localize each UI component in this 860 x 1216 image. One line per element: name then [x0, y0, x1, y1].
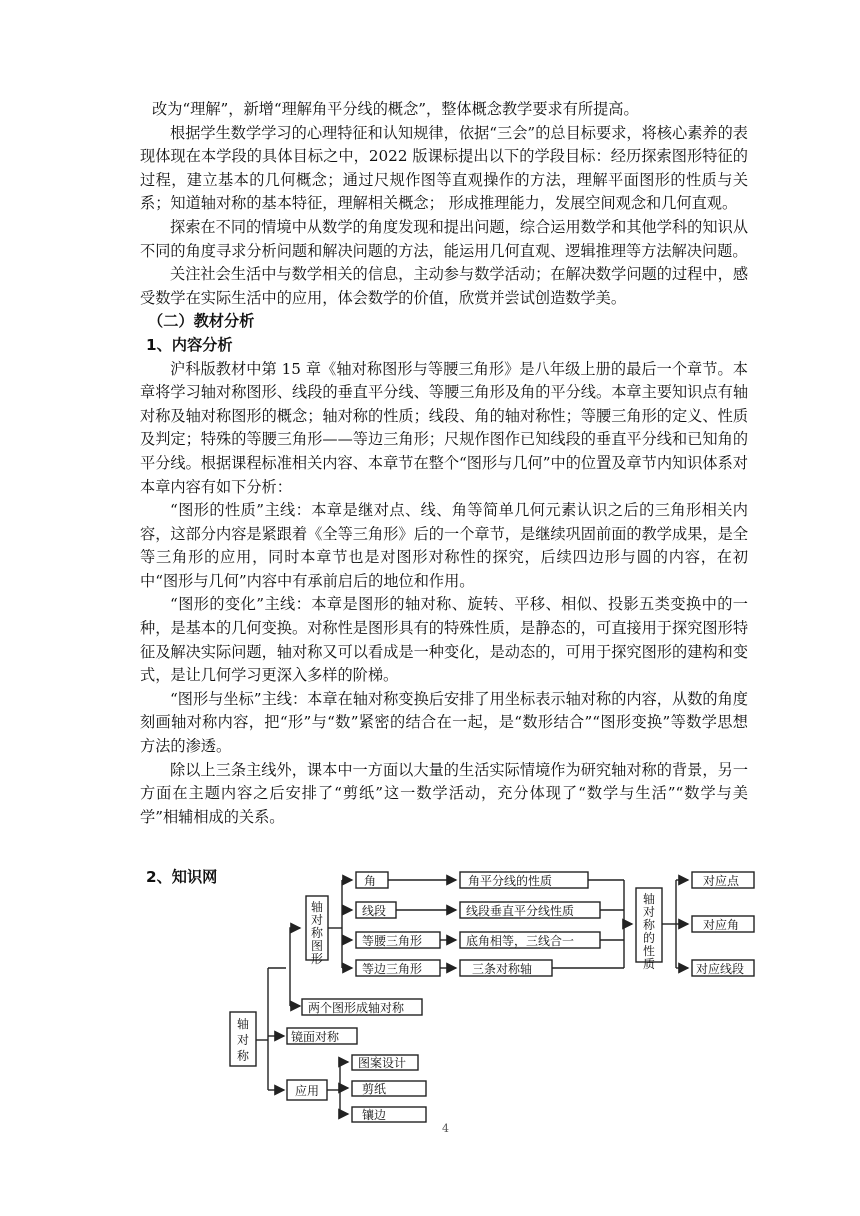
paragraph: “图形的性质”主线：本章是继对点、线、角等简单几何元素认识之后的三角形相关内容，这部分内容是紧跟着《全等三角形》后的一个章节，是继续巩固前面的教学成果，是全等三角形的应用，同时本章节也是对图形对称性的探究，后续四边形与圆的内容，在初中“图形与几何”内容中有承前启后的地位和作用。 — [140, 501, 748, 590]
paragraph: 改为“理解”，新增“理解角平分线的概念”，整体概念教学要求有所提高。 — [152, 100, 639, 118]
subsection-heading: 1、内容分析 — [146, 335, 233, 354]
arrow — [290, 928, 300, 968]
item-label: 角 — [364, 874, 377, 888]
paragraph: 除以上三条主线外，课本中一方面以大量的生活实际情境作为研究轴对称的背景，另一方面在主题内容之后安排了“剪纸”这一数学活动，充分体现了“数学与生活”“数学与美学”相辅相成的关系。 — [140, 760, 748, 826]
property-label: 底角相等，三线合一 — [466, 934, 575, 948]
paragraph: 关注社会生活中与数学相关的信息，主动参与数学活动；在解决数学问题的过程中，感受数学在实际生活中的应用，体会数学的价值，欣赏并尝试创造数学美。 — [140, 265, 748, 307]
result-label: 对应点 — [703, 874, 740, 888]
item-label: 等腰三角形 — [362, 934, 423, 948]
property-label: 角平分线的性质 — [468, 874, 553, 888]
app-label: 镶边 — [362, 1108, 387, 1122]
property-label: 三条对称轴 — [472, 962, 533, 976]
page-number: 4 — [442, 1122, 449, 1135]
section-heading: （二）教材分析 — [148, 312, 255, 331]
property-label: 线段垂直平分线性质 — [466, 904, 575, 918]
paragraph: 沪科版教材中第 15 章《轴对称图形与等腰三角形》是八年级上册的最后一个章节。本章将学习轴对称图形、线段的垂直平分线、等腰三角形及角的平分线。本章主要知识点有轴对称及轴对称图形的概念；轴对称的性质；线段、角的轴对称性；等腰三角形的定义、性质及判定；特殊的等腰三角形——等边三角形；尺规作图作已知线段的垂直平分线和已知角的平分线。根据课程标准相关内容、本章节在整个“图形与几何”中的位置及章节内知识体系对本章内容有如下分析： — [140, 359, 748, 496]
paragraph: 探索在不同的情境中从数学的角度发现和提出问题，综合运用数学和其他学科的知识从不同的角度寻求分析问题和解决问题的方法，能运用几何直观、逻辑推理等方法解决问题。 — [140, 217, 748, 260]
two-figures-label: 两个图形成轴对称 — [308, 1001, 405, 1015]
paragraph: “图形与坐标”主线：本章在轴对称变换后安排了用坐标表示轴对称的内容，从数的角度刻画轴对称内容，把“形”与“数”紧密的结合在一起，是“数形结合”“图形变换”等数学思想方法的渗透。 — [140, 689, 748, 756]
root-label: 轴对称 — [237, 1017, 250, 1063]
property-hub-label: 轴对称的性质 — [643, 892, 656, 971]
mirror-label: 镜面对称 — [291, 1030, 340, 1044]
item-label: 等边三角形 — [362, 962, 423, 976]
result-label: 对应线段 — [696, 962, 745, 976]
paragraph: “图形的变化”主线：本章是图形的轴对称、旋转、平移、相似、投影五类变换中的一种，是基本的几何变换。对称性是图形具有的特殊性质，是静态的，可直接用于探究图形特征及解决实际问题，轴对称又可以看成是一种变化，是动态的，可用于探究图形的建构和变式，是让几何学习更深入多样的阶梯。 — [140, 595, 748, 685]
app-label: 图案设计 — [358, 1056, 407, 1070]
item-label: 线段 — [362, 904, 387, 918]
app-label: 剪纸 — [362, 1082, 387, 1096]
subsection-heading: 2、知识网 — [146, 868, 218, 886]
apply-label: 应用 — [295, 1084, 320, 1098]
result-label: 对应角 — [703, 918, 740, 932]
paragraph: 根据学生数学学习的心理特征和认知规律，依据“三会”的总目标要求，将核心素养的表现体现在本学段的具体目标之中，2022 版课标提出以下的学段目标：经历探索图形特征的过程，建立基本的几何概念；通过尺规作图等直观操作的方法，理解平面图形的性质与关系；知道轴对称的基本特征，理解相关概念； 形成推理能力，发展空间观念和几何直观。 — [140, 123, 748, 213]
figure-branch-label: 轴对称图形 — [311, 900, 324, 966]
